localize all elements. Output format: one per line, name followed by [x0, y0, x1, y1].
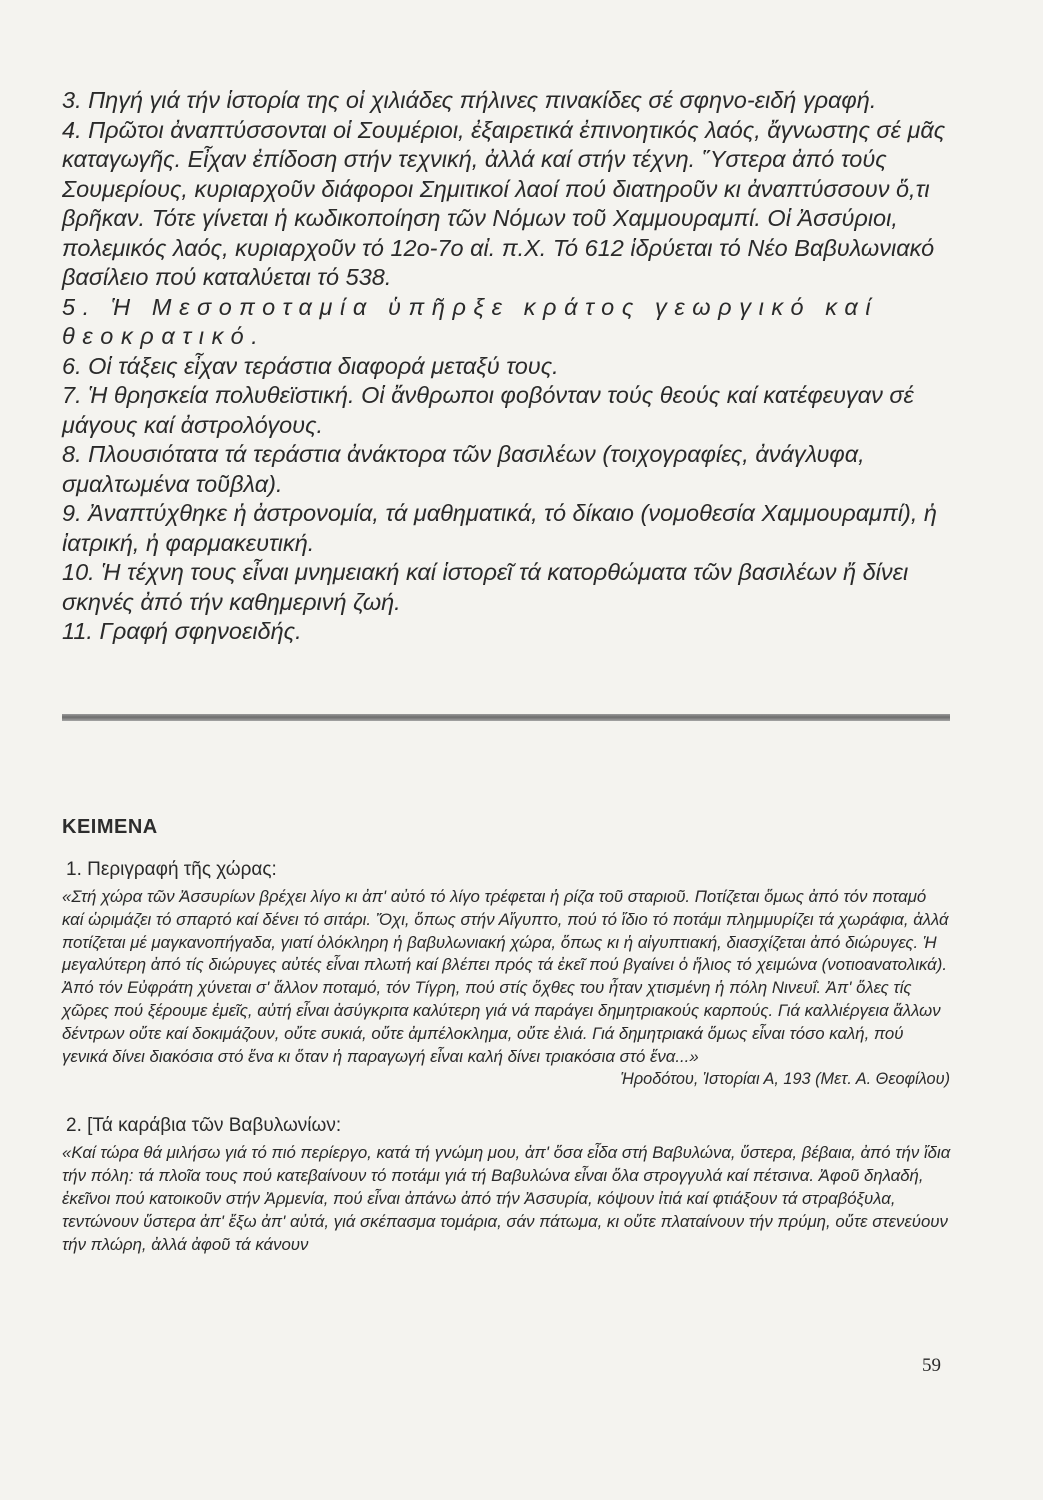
- source-2: [62, 1114, 952, 1256]
- source-2-text: «Καί τώρα θά μιλήσω γιά τό πιό περίεργο, κατά τή γνώμη μου, ἀπ' ὅσα εἶδα στή Βαβυλώνα, ὕστερα, βέβαια, ἀπό τήν ἴδια τήν πόλη: τά πλοῖα τους πού κατεβαίνουν τό ποτάμι γιά τή Βαβυλώνα εἶναι ὅλα στρογγυλά καί πέτσινα. Ἀφοῦ δηλαδή, ἐκεῖνοι πού κατοικοῦν στήν Ἀρμενία, πού εἶναι ἀπάνω ἀπό τήν Ἀσσυρία, κόψουν ἰτιά καί φτιάξουν τά στραβόξυλα, τεντώνουν ὕστερα ἀπ' ἔξω ἀπ' αὐτά, γιά σκέπασμα τομάρια, σάν πάτωμα, κι οὔτε πλαταίνουν τήν πρύμη, οὔτε στενεύουν τήν πλώρη, ἀλλά ἀφοῦ τά κάνουν: [62, 1143, 951, 1254]
- note-11: 11. Γραφή σφηνοειδής.: [62, 618, 302, 644]
- source-texts: [62, 858, 952, 1256]
- source-1-title: 1. Περιγραφή τῆς χώρας:: [66, 859, 277, 880]
- summary-notes: [62, 86, 950, 647]
- section-divider: [62, 714, 950, 721]
- source-1: [62, 858, 952, 1090]
- note-8: 8. Πλουσιότατα τά τεράστια ἀνάκτορα τῶν βασιλέων (τοιχογραφίες, ἀνάγλυφα, σμαλτωμένα τοῦβλα).: [62, 441, 865, 497]
- source-1-citation: Ἡροδότου, Ἱστορίαι Α, 193 (Μετ. Α. Θεοφίλου): [620, 1070, 950, 1089]
- section-heading: ΚΕΙΜΕΝΑ: [62, 816, 158, 838]
- note-3: 3. Πηγή γιά τήν ἱστορία της οἱ χιλιάδες πήλινες πινακίδες σέ σφηνο-ειδή γραφή.: [62, 87, 877, 113]
- note-7: 7. Ἡ θρησκεία πολυθεϊστική. Οἱ ἄνθρωποι φοβόνταν τούς θεούς καί κατέφευγαν σέ μάγους καί ἀστρολόγους.: [62, 382, 914, 438]
- source-2-title: 2. [Τά καράβια τῶν Βαβυλωνίων:: [66, 1115, 342, 1137]
- note-9: 9. Ἀναπτύχθηκε ἡ ἀστρονομία, τά μαθηματικά, τό δίκαιο (νομοθεσία Χαμμουραμπί), ἡ ἰατρική, ἡ φαρμακευτική.: [62, 500, 937, 556]
- source-1-text: «Στή χώρα τῶν Ἀσσυρίων βρέχει λίγο κι ἀπ' αὐτό τό λίγο τρέφεται ἡ ρίζα τοῦ σταριοῦ. Ποτίζεται ὅμως ἀπό τόν ποταμό καί ὡριμάζει τό σπαρτό καί δένει τό σιτάρι. Ὄχι, ὅπως στήν Αἴγυπτο, πού τό ἴδιο τό ποτάμι πλημμυρίζει τά χωράφια, ἀλλά ποτίζεται μέ μαγκανοπήγαδα, γιατί ὁλόκληρη ἡ βαβυλωνιακή χώρα, ὅπως κι ἡ αἰγυπτιακή, διασχίζεται ἀπό διώρυγες. Ἡ μεγαλύτερη ἀπό τίς διώρυγες αὐτές εἶναι πλωτή καί βλέπει πρός τά ἐκεῖ πού βγαίνει ὁ ἥλιος τό χειμώνα (νοτιοανατολικά). Ἀπό τόν Εὐφράτη χύνεται σ' ἄλλον ποταμό, τόν Τίγρη, πού στίς ὄχθες του ἦταν χτισμένη ἡ πόλη Νινευΐ. Ἀπ' ὅλες τίς χῶρες πού ξέρουμε ἐμεῖς, αὐτή εἶναι ἀσύγκριτα καλύτερη γιά νά παράγει δημητριακούς καρπούς. Γιά καλλιέργεια ἄλλων δέντρων οὔτε καί δοκιμάζουν, οὔτε συκιά, οὔτε ἀμπέλοκλημα, οὔτε ἐλιά. Γιά δημητριακά ὅμως εἶναι τόσο καλή, πού γενικά δίνει διακόσια στό ἕνα κι ὅταν ἡ παραγωγή εἶναι καλή δίνει τριακόσια στό ἕνα...»: [62, 887, 949, 1066]
- note-10: 10. Ἡ τέχνη τους εἶναι μνημειακή καί ἱστορεῖ τά κατορθώματα τῶν βασιλέων ἤ δίνει σκηνές ἀπό τήν καθημερινή ζωή.: [62, 559, 909, 615]
- page-number: 59: [922, 1355, 941, 1376]
- note-4: 4. Πρῶτοι ἀναπτύσσονται οἱ Σουμέριοι, ἐξαιρετικά ἐπινοητικός λαός, ἄγνωστης σέ μᾶς καταγωγῆς. Εἶχαν ἐπίδοση στήν τεχνική, ἀλλά καί στήν τέχνη. Ὕστερα ἀπό τούς Σουμερίους, κυριαρχοῦν διάφοροι Σημιτικοί λαοί πού διατηροῦν κι ἀναπτύσσουν ὅ,τι βρῆκαν. Τότε γίνεται ἡ κωδικοποίηση τῶν Νόμων τοῦ Χαμμουραμπί. Οἱ Ἀσσύριοι, πολεμικός λαός, κυριαρχοῦν τό 12ο-7ο αἰ. π.Χ. Τό 612 ἱδρύεται τό Νέο Βαβυλωνιακό βασίλειο πού καταλύεται τό 538.: [62, 116, 946, 290]
- note-6: 6. Οἱ τάξεις εἶχαν τεράστια διαφορά μεταξύ τους.: [62, 352, 559, 379]
- note-5: 5. Ἡ Μεσοποταμία ὑπῆρξε κράτος γεωργικό καί θεοκρατικό.: [62, 293, 879, 349]
